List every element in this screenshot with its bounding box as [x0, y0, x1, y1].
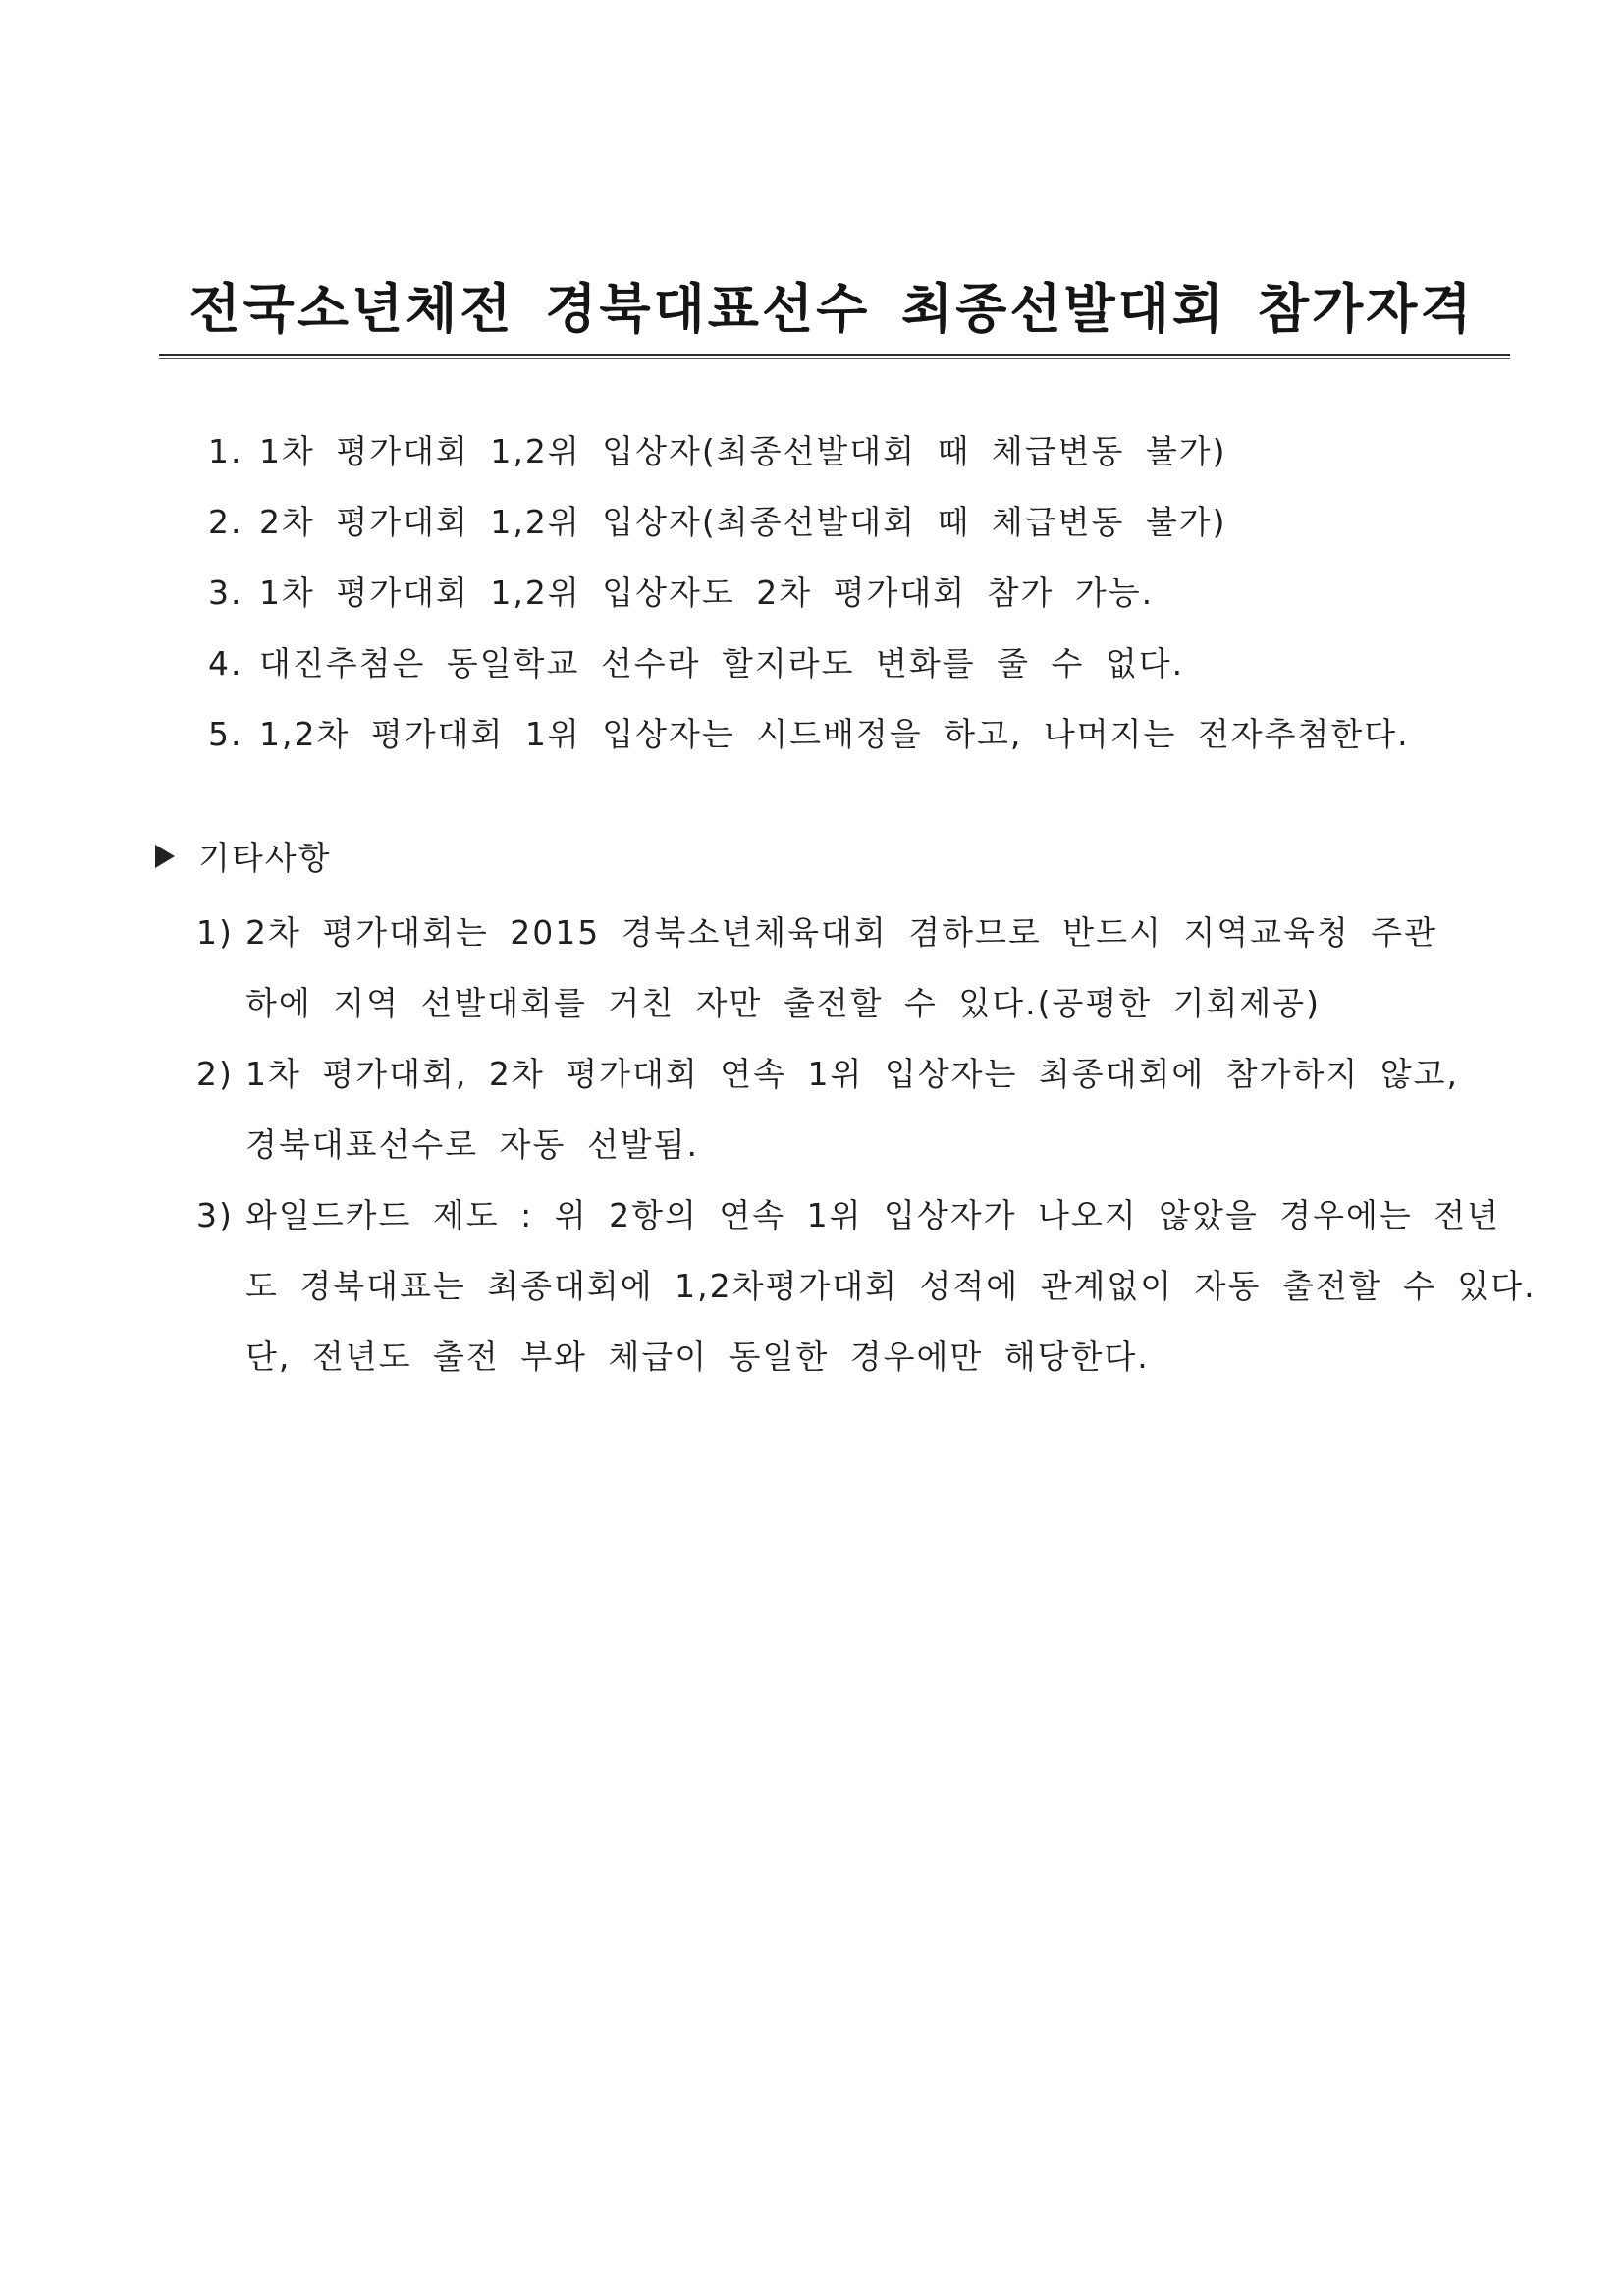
note-number: 2) [196, 1055, 234, 1093]
note-item [196, 1039, 1537, 1180]
note-first-line [196, 1180, 1537, 1251]
list-item-text: 1차 평가대회 1,2위 입상자(최종선발대회 때 체급변동 불가) [259, 432, 1227, 470]
misc-section-heading [155, 833, 332, 879]
note-continuation-line: 도 경북대표는 최종대회에 1,2차평가대회 성적에 관계없이 자동 출전할 수 있다. [245, 1267, 1537, 1305]
list-item-text: 1차 평가대회 1,2위 입상자도 2차 평가대회 참가 가능. [259, 574, 1155, 612]
note-item [196, 898, 1537, 1039]
misc-notes-list [196, 898, 1537, 1393]
eligibility-criteria-list [208, 416, 1410, 770]
list-item [208, 629, 1410, 699]
triangle-right-icon [155, 845, 175, 868]
note-text: 와일드카드 제도 : 위 2항의 연속 1위 입상자가 나오지 않았을 경우에는 전년 [245, 1196, 1500, 1234]
list-item-number: 3. [208, 574, 243, 612]
list-item [208, 487, 1410, 558]
list-item-text: 1,2차 평가대회 1위 입상자는 시드배정을 하고, 나머지는 전자추첨한다. [259, 715, 1410, 753]
note-text: 1차 평가대회, 2차 평가대회 연속 1위 입상자는 최종대회에 참가하지 않고, [245, 1055, 1459, 1093]
note-continuation-line: 하에 지역 선발대회를 거친 자만 출전할 수 있다.(공평한 기회제공) [245, 984, 1321, 1022]
note-first-line [196, 1039, 1537, 1110]
list-item-text: 2차 평가대회 1,2위 입상자(최종선발대회 때 체급변동 불가) [259, 503, 1227, 541]
misc-heading-label: 기타사항 [198, 839, 332, 877]
note-number: 3) [196, 1196, 234, 1234]
note-continuation-line: 경북대표선수로 자동 선발됨. [245, 1125, 700, 1164]
note-continuation-line: 단, 전년도 출전 부와 체급이 동일한 경우에만 해당한다. [245, 1338, 1150, 1376]
note-number: 1) [196, 913, 234, 952]
note-first-line [196, 898, 1537, 968]
list-item-number: 4. [208, 644, 243, 683]
list-item-number: 5. [208, 715, 243, 753]
title-underline [159, 354, 1510, 359]
list-item-number: 2. [208, 503, 243, 541]
note-item [196, 1180, 1537, 1393]
list-item-number: 1. [208, 432, 243, 470]
list-item [208, 699, 1410, 770]
list-item [208, 416, 1410, 487]
list-item [208, 558, 1410, 629]
note-text: 2차 평가대회는 2015 경북소년체육대회 겸하므로 반드시 지역교육청 주관 [245, 913, 1437, 952]
list-item-text: 대진추첨은 동일학교 선수라 할지라도 변화를 줄 수 없다. [259, 644, 1185, 683]
page-title: 전국소년체전 경북대표선수 최종선발대회 참가자격 [189, 278, 1475, 340]
